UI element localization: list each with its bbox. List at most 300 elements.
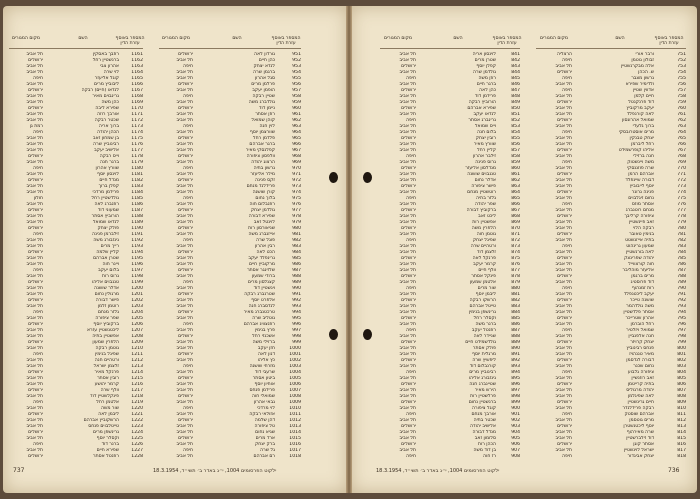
name-cell: מילר אליעזר [250, 172, 275, 177]
residence-cell: תל אביב [26, 214, 43, 219]
name-cell: מרגלית יוסף [472, 352, 496, 357]
name-cell: רז חוה [483, 454, 496, 459]
number-cell: 965 [292, 136, 301, 141]
number-cell: 866 [511, 202, 520, 207]
number-cell: 805 [677, 376, 686, 381]
number-cell: 899 [511, 400, 520, 405]
residence-cell: תל אביב [555, 430, 572, 435]
number-cell: 1012 [289, 418, 301, 423]
residence-cell: ירושלים [28, 106, 43, 111]
residence-cell: ירושלים [28, 388, 43, 393]
number-cell: 976 [292, 202, 301, 207]
name-cell: שרה מאירהוף [626, 430, 654, 435]
residence-cell: חיפה [406, 328, 416, 333]
residence-cell: תל אביב [26, 394, 43, 399]
residence-cell: תל אביב [26, 160, 43, 165]
name-cell: קוהן שמואל [251, 118, 275, 123]
residence-cell: תל אביב [26, 418, 43, 423]
number-cell: 1165 [131, 76, 143, 81]
number-cell: 780 [677, 226, 686, 231]
name-cell: רובין אסתר [97, 376, 119, 381]
name-cell: זילברמן פנינה [92, 232, 119, 237]
name-cell: מזרחי שושנה [249, 364, 275, 369]
number-cell: 1200 [131, 286, 143, 291]
residence-cell: תל אביב [176, 286, 193, 291]
residence-cell: תל אביב [399, 124, 416, 129]
number-cell: 849 [511, 100, 520, 105]
name-cell: שגיא נחום [255, 430, 275, 435]
name-cell: ליבוביץ מרים [94, 82, 119, 87]
residence-cell: תל אביב [399, 82, 416, 87]
residence-cell: ירושלים [401, 442, 416, 447]
name-cell: פנינה גרונר [631, 190, 654, 195]
name-cell: וייס רבקה [99, 154, 119, 159]
residence-cell: תל אביב [555, 64, 572, 69]
residence-cell: תל אביב [26, 172, 43, 177]
residence-cell: תל אביב [176, 346, 193, 351]
entries-column-block [3, 52, 348, 460]
number-cell: 1017 [289, 448, 301, 453]
name-cell: ולדימיר שפירא [625, 82, 654, 87]
number-cell: 1209 [131, 340, 143, 345]
name-cell: רוזנטל יעקב [471, 328, 496, 333]
name-cell: כהן לאה [479, 88, 496, 93]
number-cell: 954 [292, 70, 301, 75]
number-cell: 1202 [131, 298, 143, 303]
number-cell: 973 [292, 184, 301, 189]
number-cell: 1216 [131, 382, 143, 387]
name-cell: לוינסון יוסף [97, 172, 119, 177]
number-cell: 879 [511, 280, 520, 285]
name-cell: לוין חנה [259, 124, 275, 129]
number-cell: 955 [292, 76, 301, 81]
residence-cell: חיפה [406, 196, 416, 201]
name-cell: זקס פנינה [255, 178, 275, 183]
right-page [350, 6, 697, 493]
number-cell: 886 [511, 322, 520, 327]
number-cell: 786 [677, 262, 686, 267]
residence-cell: תל אביב [399, 220, 416, 225]
residence-cell: חיפה [562, 412, 572, 417]
name-cell: שפיגל יצחק [472, 238, 496, 243]
number-cell: 1181 [131, 172, 143, 177]
number-cell: 808 [677, 394, 686, 399]
number-cell: 882 [511, 298, 520, 303]
name-cell: גולדשמידט חיים [465, 340, 496, 345]
name-cell: הרשקו רבקה [469, 298, 496, 303]
residence-cell: תל אביב [176, 172, 193, 177]
name-cell: חוה קורצווייל [628, 262, 654, 267]
name-cell: שרעבי דוד [254, 370, 275, 375]
residence-cell: חיפה [33, 232, 43, 237]
residence-cell: תל אביב [555, 262, 572, 267]
number-cell: 798 [677, 334, 686, 339]
number-cell: 967 [292, 148, 301, 153]
name-cell: דהן שלמה [254, 418, 275, 423]
residence-cell: ירושלים [178, 136, 193, 141]
name-cell: טרכטנברג מאיר [243, 310, 275, 315]
number-cell: 778 [677, 214, 686, 219]
residence-cell: תל אביב [176, 142, 193, 147]
name-cell: הירש מאיר [474, 388, 496, 393]
residence-cell: תל אביב [399, 448, 416, 453]
name-cell: פנחס רבינוביץ [626, 346, 654, 351]
name-cell: ברגר חיים [476, 82, 496, 87]
number-cell: 1007 [289, 388, 301, 393]
number-cell: 953 [292, 64, 301, 69]
residence-cell: ירושלים [401, 424, 416, 429]
residence-cell: חיפה [562, 244, 572, 249]
number-cell: 1207 [131, 328, 143, 333]
number-cell: 961 [292, 112, 301, 117]
name-cell: ברגר אברהם [249, 142, 275, 147]
number-cell: 891 [511, 352, 520, 357]
number-cell: 884 [511, 310, 520, 315]
residence-cell: תל אביב [26, 118, 43, 123]
residence-cell: תל אביב [555, 334, 572, 339]
number-cell: 797 [677, 328, 686, 333]
residence-cell: ירושלים [28, 250, 43, 255]
name-cell: נחום שכנר [633, 364, 654, 369]
number-cell: 848 [511, 94, 520, 99]
name-cell: וייס שמואל [474, 124, 496, 129]
name-cell: אייזנברג משה [248, 232, 275, 237]
number-cell: 1227 [131, 448, 143, 453]
number-cell: 1226 [131, 442, 143, 447]
residence-cell: תל אביב [399, 94, 416, 99]
number-cell: 1183 [131, 184, 143, 189]
residence-cell: תל אביב [399, 436, 416, 441]
residence-cell: ירושלים [178, 106, 193, 111]
number-cell: 1003 [289, 364, 301, 369]
residence-cell: תל אביב [26, 100, 43, 105]
number-cell: 804 [677, 370, 686, 375]
name-cell: פולק אסתר [472, 346, 496, 351]
number-cell: 791 [677, 292, 686, 297]
number-cell: 985 [292, 256, 301, 261]
residence-cell: חיפה [183, 238, 193, 243]
number-cell: 785 [677, 256, 686, 261]
entries-column-block [350, 52, 697, 460]
number-cell: 795 [677, 316, 686, 321]
name-cell: אורבך רוזה [97, 112, 119, 117]
residence-cell: ירושלים [28, 370, 43, 375]
name-cell: גינזבורג משה [93, 238, 119, 243]
residence-cell: חיפה [183, 166, 193, 171]
name-cell: שפר יהודה [475, 202, 496, 207]
number-cell: 807 [677, 388, 686, 393]
name-cell: שלזינגר אסתר [247, 268, 275, 273]
residence-cell: תל אביב [555, 250, 572, 255]
name-cell: רוזנברג לאה [94, 202, 119, 207]
residence-cell: תל אביב [176, 148, 193, 153]
number-cell: 889 [511, 340, 520, 345]
name-cell: ליפשיץ שרה [472, 358, 496, 363]
residence-cell: ירושלים [178, 178, 193, 183]
residence-cell: תל אביב [176, 358, 193, 363]
number-cell: 841 [511, 52, 520, 57]
name-cell: שפיגל בנימין [94, 352, 119, 357]
number-cell: 959 [292, 100, 301, 105]
number-cell: 1167 [131, 88, 143, 93]
number-cell: 897 [511, 388, 520, 393]
number-cell: 1169 [131, 100, 143, 105]
number-cell: 1186 [131, 202, 143, 207]
name-cell: מנדלסון אליעזר [465, 166, 496, 171]
number-cell: 963 [292, 124, 301, 129]
number-cell: 794 [677, 310, 686, 315]
number-cell: 1220 [131, 406, 143, 411]
name-cell: אליעזר מוהליבר [622, 268, 654, 273]
name-cell: ליבמן לאה [98, 412, 119, 417]
residence-cell: תל אביב [555, 94, 572, 99]
name-cell: קרמר יהושע [94, 382, 119, 387]
number-cell: 907 [511, 448, 520, 453]
page-number: 736 [668, 467, 680, 474]
name-cell: ברקוביץ דבורה [466, 208, 496, 213]
name-cell: גרינברג אסתר [468, 118, 496, 123]
residence-cell: תל אביב [26, 244, 43, 249]
residence-cell: ירושלים [401, 64, 416, 69]
name-cell: ברנר דוד [101, 442, 119, 447]
residence-cell: תל אביב [399, 388, 416, 393]
number-cell: 971 [292, 172, 301, 177]
residence-cell: תל אביב [176, 70, 193, 75]
number-cell: 1014 [289, 430, 301, 435]
binding-hole [363, 172, 372, 183]
name-cell: בן דוד משה [473, 448, 496, 453]
residence-cell: תל אביב [176, 262, 193, 267]
residence-cell: ירושלים [557, 172, 572, 177]
number-cell: 784 [677, 250, 686, 255]
name-cell: אסתר מוזס [631, 202, 654, 207]
residence-cell: חיפה [562, 160, 572, 165]
residence-cell: תל אביב [555, 394, 572, 399]
number-cell: 1163 [131, 64, 143, 69]
number-cell: 1184 [131, 190, 143, 195]
residence-cell: תל אביב [26, 316, 43, 321]
residence-cell: חיפה [562, 130, 572, 135]
number-cell: 1015 [289, 436, 301, 441]
number-cell: 998 [292, 334, 301, 339]
number-cell: 862 [511, 178, 520, 183]
number-cell: 1000 [289, 346, 301, 351]
name-cell: לוינטל זאב [253, 220, 275, 225]
name-cell: אהרון צבי [99, 64, 119, 69]
residence-cell: תל אביב [26, 346, 43, 351]
name-cell: לנדא יצחק [253, 64, 275, 69]
residence-cell: ירושלים [28, 88, 43, 93]
residence-cell: ירושלים [28, 178, 43, 183]
residence-cell: תל אביב [399, 352, 416, 357]
residence-cell: חיפה [183, 448, 193, 453]
residence-cell: תל אביב [26, 376, 43, 381]
column-header: השם [232, 36, 242, 41]
name-cell: שניידר לאה [473, 334, 496, 339]
residence-cell: תל אביב [399, 250, 416, 255]
number-cell: 1205 [131, 316, 143, 321]
column-header: השם [78, 36, 88, 41]
name-cell: פרלשטיין רות [470, 394, 496, 399]
number-cell: 783 [677, 244, 686, 249]
name-cell: אלפרט יוסף [251, 298, 275, 303]
number-cell: 970 [292, 166, 301, 171]
name-cell: ברודי שמעון [251, 274, 275, 279]
number-cell: 1006 [289, 382, 301, 387]
residence-cell: תל אביב [399, 280, 416, 285]
residence-cell: תל אביב [176, 202, 193, 207]
number-cell: 773 [677, 184, 686, 189]
residence-cell: תל אביב [26, 184, 43, 189]
number-cell: 885 [511, 316, 520, 321]
number-cell: 789 [677, 280, 686, 285]
residence-cell: ירושלים [557, 70, 572, 75]
residence-cell: תל אביב [176, 214, 193, 219]
residence-cell: חיפה [562, 58, 572, 63]
name-cell: שכטר רבקה [94, 118, 119, 123]
residence-cell: תל אביב [399, 148, 416, 153]
residence-cell: תל אביב [555, 226, 572, 231]
residence-cell: חיפה [183, 94, 193, 99]
name-cell: הרצוג יהודה [251, 160, 275, 165]
number-cell: 1191 [131, 232, 143, 237]
name-cell: זאב רוזנשיין [631, 376, 654, 381]
number-cell: 988 [292, 274, 301, 279]
name-cell: בתיה אייזנשטט [625, 238, 654, 243]
number-cell: 751 [677, 52, 686, 57]
name-cell: אזולאי רבקה [249, 412, 275, 417]
header-rule [380, 48, 520, 49]
name-cell: גלזר בתיה [476, 196, 496, 201]
number-cell: 846 [511, 82, 520, 87]
name-cell: כהן חיים [258, 58, 275, 63]
number-cell: 859 [511, 160, 520, 165]
binding-hole [363, 329, 372, 340]
number-cell: 952 [292, 58, 301, 63]
residence-cell: תל אביב [555, 280, 572, 285]
name-cell: שכטר בתיה [473, 418, 496, 423]
residence-cell: ירושלים [401, 298, 416, 303]
residence-cell: ירושלים [28, 280, 43, 285]
residence-cell: הרצליה [557, 52, 572, 57]
name-cell: פישר ציפורה [471, 184, 496, 189]
name-cell: פרץ בנימין [254, 328, 275, 333]
name-cell: אפשטיין רות [472, 220, 496, 225]
column-header: השם [453, 36, 463, 41]
name-cell: הכט לאה [256, 250, 275, 255]
name-cell: רם אברהם [253, 454, 275, 459]
residence-cell: חיפה [562, 88, 572, 93]
number-cell: 867 [511, 208, 520, 213]
name-cell: ברוך גלעדי [632, 124, 654, 129]
residence-cell: ירושלים [401, 400, 416, 405]
name-cell: פרלמן מרים [251, 82, 275, 87]
residence-cell: תל אביב [176, 430, 193, 435]
name-cell: יהודה מרגוליס [626, 388, 654, 393]
name-cell: קוגל אליעזר [94, 76, 119, 81]
number-cell: 870 [511, 226, 520, 231]
number-cell: 997 [292, 328, 301, 333]
name-cell: גלזר מנחם [97, 310, 119, 315]
residence-cell: תל אביב [176, 382, 193, 387]
residence-cell: תל אביב [555, 238, 572, 243]
number-cell: 975 [292, 196, 301, 201]
column-header: השם [615, 36, 625, 41]
name-cell: פרידמן דוד [474, 94, 496, 99]
number-cell: 986 [292, 262, 301, 267]
name-cell: פרידמן פנחס [249, 388, 275, 393]
residence-cell: תל אביב [176, 256, 193, 261]
number-cell: 813 [677, 424, 686, 429]
residence-cell: חיפה [33, 400, 43, 405]
name-cell: רובין יצחק [475, 136, 496, 141]
residence-cell: ירושלים [401, 88, 416, 93]
name-cell: הכהן יהודה [97, 130, 119, 135]
residence-cell: תל אביב [26, 406, 43, 411]
name-cell: ורטהיים חנה [94, 358, 119, 363]
number-cell: 858 [511, 154, 520, 159]
residence-cell: תל אביב [176, 76, 193, 81]
number-cell: 1196 [131, 262, 143, 267]
number-cell: 790 [677, 286, 686, 291]
column-header: מקום המגורים [161, 36, 191, 41]
residence-cell: ירושלים [178, 376, 193, 381]
residence-cell: תל אביב [555, 82, 572, 87]
number-cell: 872 [511, 238, 520, 243]
name-cell: שמואלי חוה [251, 394, 275, 399]
residence-cell: תל אביב [26, 238, 43, 243]
name-cell: פולק יצחק [97, 226, 119, 231]
number-cell: 756 [677, 82, 686, 87]
number-cell: 771 [677, 172, 686, 177]
residence-cell: תל אביב [26, 220, 43, 225]
name-cell: גולדשטיין רחל [91, 196, 119, 201]
residence-cell: תל אביב [555, 346, 572, 351]
name-cell: יהודה שפרינצק [624, 256, 654, 261]
residence-cell: ירושלים [28, 430, 43, 435]
name-cell: הופמן יעקב [252, 88, 275, 93]
number-cell: 999 [292, 340, 301, 345]
residence-cell: חיפה [183, 364, 193, 369]
name-cell: לנדסברג חנה [248, 304, 275, 309]
name-cell: ורטהיים שרה [470, 244, 496, 249]
residence-cell: תל אביב [176, 454, 193, 459]
residence-cell: חיפה [183, 280, 193, 285]
residence-cell: חיפה [33, 310, 43, 315]
name-cell: ברק יצחק [255, 442, 275, 447]
number-cell: 958 [292, 94, 301, 99]
residence-cell: תל אביב [399, 268, 416, 273]
number-cell: 1210 [131, 346, 143, 351]
number-cell: 894 [511, 370, 520, 375]
residence-cell: תל אביב [26, 202, 43, 207]
number-cell: 818 [677, 454, 686, 459]
residence-cell: תל אביב [399, 58, 416, 63]
residence-cell: ירושלים [557, 256, 572, 261]
name-cell: אסתר קוגן [633, 442, 654, 447]
number-cell: 1190 [131, 226, 143, 231]
residence-cell: תל אביב [555, 154, 572, 159]
number-cell: 853 [511, 124, 520, 129]
number-cell: 796 [677, 322, 686, 327]
residence-cell: ירושלים [401, 166, 416, 171]
name-cell: ליכט זאב [478, 214, 496, 219]
name-cell: אלטמן שמעון [469, 280, 496, 285]
residence-cell: ירושלים [557, 232, 572, 237]
number-cell: 861 [511, 172, 520, 177]
residence-cell: תל אביב [176, 316, 193, 321]
residence-cell: ירושלים [28, 412, 43, 417]
